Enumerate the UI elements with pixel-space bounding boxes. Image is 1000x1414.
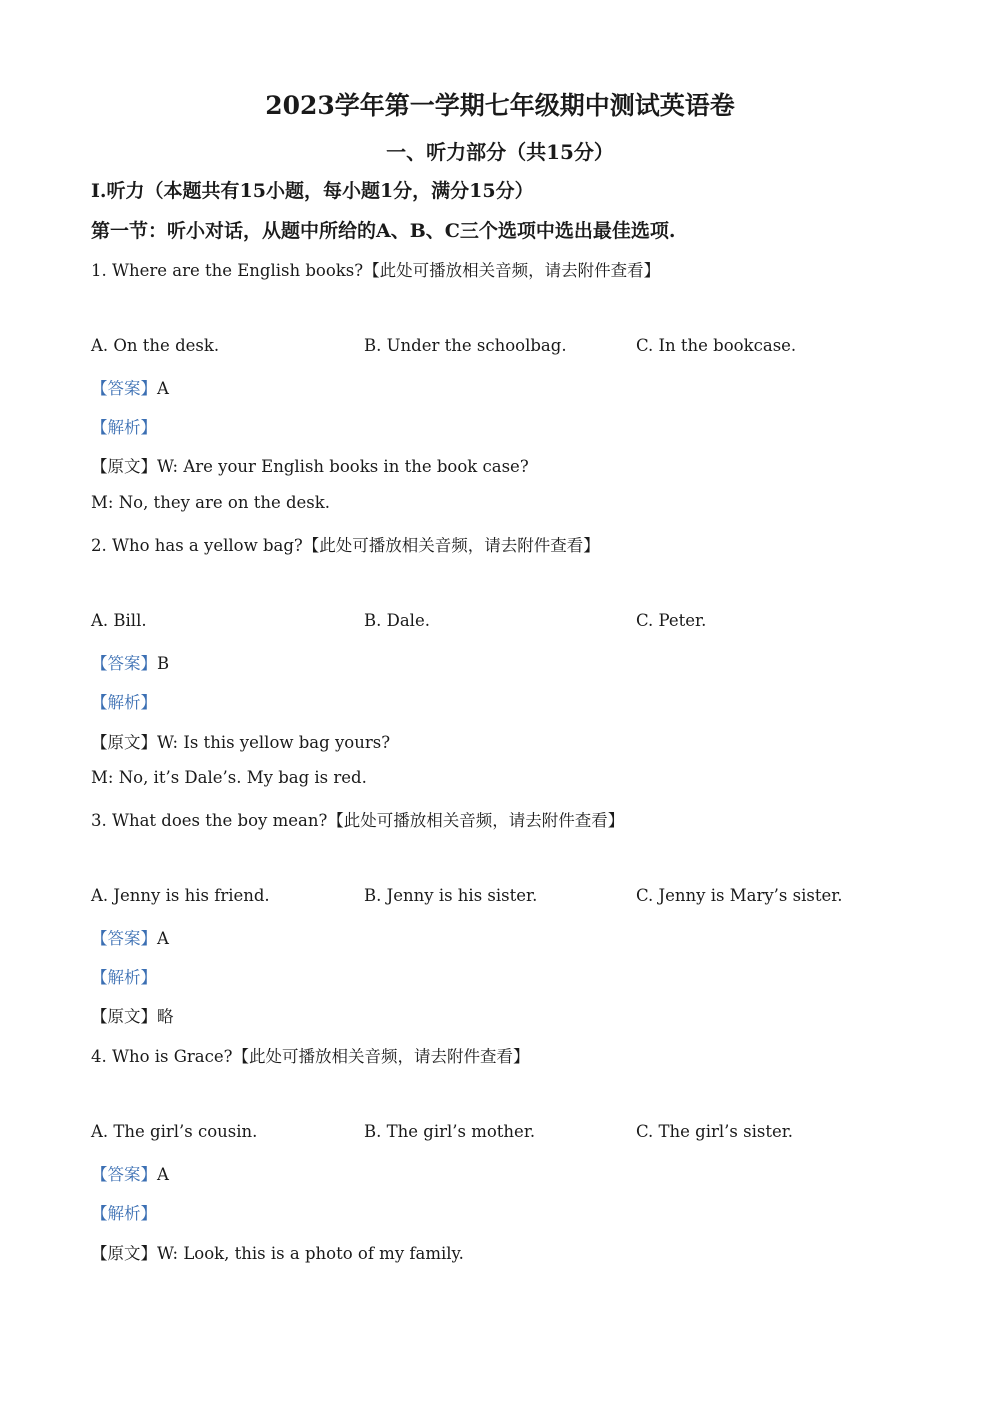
question-3: 3. What does the boy mean?【此处可播放相关音频，请去附件查看】 <box>91 811 625 830</box>
section-heading-listening: Ⅰ.听力（本题共有15小题，每小题1分，满分15分） <box>91 180 534 202</box>
q3-original <box>91 1003 174 1027</box>
answer-value: A <box>157 379 169 398</box>
original-line: W: Look, this is a photo of my family. <box>157 1244 464 1263</box>
q4-option-b: B. The girl’s mother. <box>364 1122 536 1141</box>
q2-analysis-label: 【解析】 <box>91 693 157 712</box>
original-line: W: Are your English books in the book case? <box>157 457 529 476</box>
original-line: W: Is this yellow bag yours? <box>157 733 391 752</box>
q3-option-b: B. Jenny is his sister. <box>364 886 538 905</box>
q2-option-c: C. Peter. <box>636 611 707 630</box>
page-title: 2023学年第一学期七年级期中测试英语卷 <box>265 91 735 120</box>
q3-analysis-label: 【解析】 <box>91 968 157 987</box>
q3-answer <box>91 925 169 949</box>
q1-original-line-2: M: No, they are on the desk. <box>91 493 330 512</box>
original-line: 略 <box>157 1007 174 1026</box>
answer-value: A <box>157 1165 169 1184</box>
q2-original-line-2: M: No, it’s Dale’s. My bag is red. <box>91 768 367 787</box>
original-label: 【原文】 <box>91 733 157 752</box>
answer-label: 【答案】 <box>91 1165 157 1184</box>
q1-option-b: B. Under the schoolbag. <box>364 336 567 355</box>
q1-answer <box>91 375 169 399</box>
original-label: 【原文】 <box>91 1007 157 1026</box>
q1-option-c: C. In the bookcase. <box>636 336 797 355</box>
q4-answer <box>91 1161 169 1185</box>
section-heading-part1: 第一节：听小对话，从题中所给的A、B、C三个选项中选出最佳选项. <box>91 220 676 242</box>
q2-option-b: B. Dale. <box>364 611 430 630</box>
q1-original <box>91 453 529 477</box>
q3-option-a: A. Jenny is his friend. <box>91 886 270 905</box>
answer-value: B <box>157 654 170 673</box>
question-1: 1. Where are the English books?【此处可播放相关音频，请去附件查看】 <box>91 261 661 280</box>
q2-original <box>91 729 390 753</box>
question-2: 2. Who has a yellow bag?【此处可播放相关音频，请去附件查看】 <box>91 536 600 555</box>
answer-value: A <box>157 929 169 948</box>
q1-option-a: A. On the desk. <box>91 336 220 355</box>
original-label: 【原文】 <box>91 1244 157 1263</box>
q3-option-c: C. Jenny is Mary’s sister. <box>636 886 843 905</box>
answer-label: 【答案】 <box>91 929 157 948</box>
q4-original <box>91 1240 464 1264</box>
q2-option-a: A. Bill. <box>91 611 147 630</box>
q4-option-a: A. The girl’s cousin. <box>91 1122 258 1141</box>
q4-option-c: C. The girl’s sister. <box>636 1122 794 1141</box>
question-4: 4. Who is Grace?【此处可播放相关音频，请去附件查看】 <box>91 1047 530 1066</box>
q2-answer <box>91 650 169 674</box>
original-label: 【原文】 <box>91 457 157 476</box>
part-heading: 一、听力部分（共15分） <box>386 140 614 164</box>
answer-label: 【答案】 <box>91 654 157 673</box>
q4-analysis-label: 【解析】 <box>91 1204 157 1223</box>
answer-label: 【答案】 <box>91 379 157 398</box>
q1-analysis-label: 【解析】 <box>91 418 157 437</box>
